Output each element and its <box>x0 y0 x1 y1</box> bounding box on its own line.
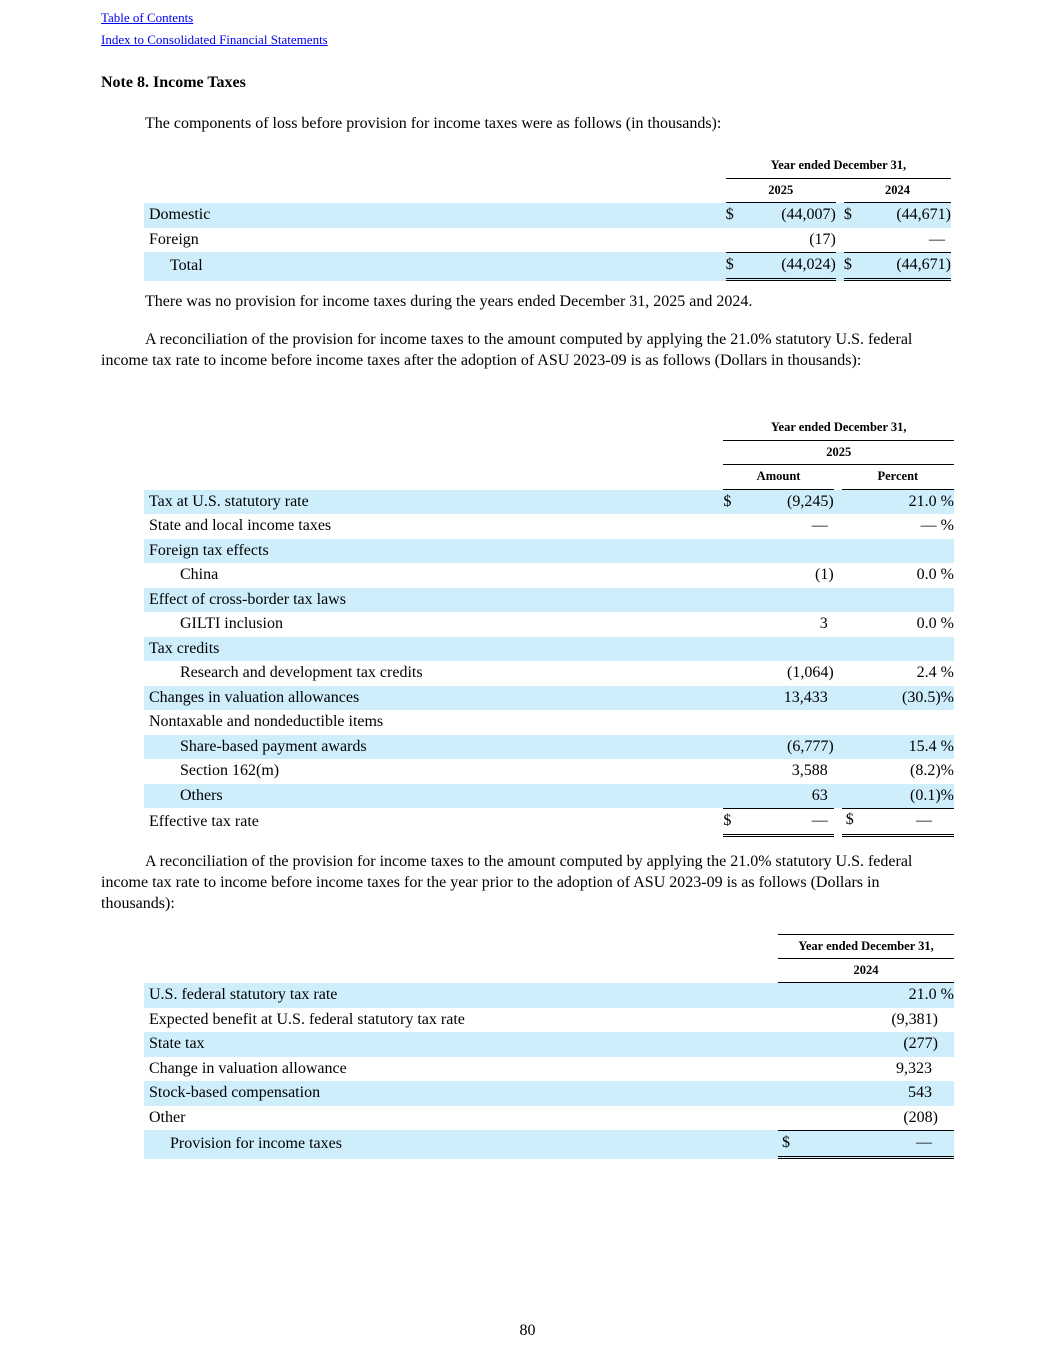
table-of-contents-link[interactable]: Table of Contents <box>101 10 194 25</box>
year-header-2024: 2024 <box>778 959 954 984</box>
table-row: Nontaxable and nondeductible items <box>149 713 384 731</box>
period-header: Year ended December 31, <box>726 154 951 179</box>
tax-reconciliation-2024-table <box>144 934 954 1159</box>
column-header-amount: Amount <box>723 465 833 490</box>
table-row: Research and development tax credits (1,064) 2.4 % <box>180 664 954 682</box>
table-row: Effect of cross-border tax laws <box>144 588 954 613</box>
table-row: Share-based payment awards (6,777) 15.4 % <box>144 735 954 760</box>
table-row-total: Total $ (44,024) $ (44,671) <box>144 252 951 281</box>
page-number: 80 <box>519 1322 536 1339</box>
table-row: China (1) 0.0 % <box>180 566 954 584</box>
table-row: State tax (277) <box>144 1032 954 1057</box>
column-header-2025: 2025 <box>726 179 836 204</box>
table-row: Expected benefit at U.S. federal statutory tax rate (9,381) <box>149 1010 938 1028</box>
tax-reconciliation-2025-table <box>144 416 954 837</box>
column-header-2024: 2024 <box>844 179 951 204</box>
reconciliation-2024-text: A reconciliation of the provision for income taxes to the amount computed by applying the 21.0% statutory U.S. federal income tax rate to income before income taxes for the year prior to the adoption of ASU 2023-09 is as follows (Dollars in thousands): <box>101 853 913 912</box>
table-row: Section 162(m) 3,588 (8.2)% <box>180 762 954 780</box>
column-header-percent: Percent <box>842 465 954 490</box>
table-row: U.S. federal statutory tax rate 21.0 % <box>144 983 954 1008</box>
period-header: Year ended December 31, <box>778 934 954 959</box>
table-row: Other (208) <box>149 1108 938 1126</box>
table-row: State and local income taxes — — % <box>149 517 954 535</box>
no-provision-text: There was no provision for income taxes during the years ended December 31, 2025 and 2024. <box>145 293 753 310</box>
note-title: Note 8. Income Taxes <box>101 74 246 91</box>
loss-intro-text: The components of loss before provision for income taxes were as follows (in thousands): <box>145 115 722 132</box>
period-header: Year ended December 31, <box>723 416 954 441</box>
table-row: Foreign tax effects <box>144 539 954 564</box>
table-row: Tax at U.S. statutory rate $ (9,245) 21.0 % <box>144 490 954 515</box>
table-row: Tax credits <box>144 637 954 662</box>
table-row: Stock-based compensation 543 <box>144 1081 954 1106</box>
index-to-financial-statements-link[interactable]: Index to Consolidated Financial Statements <box>101 32 328 47</box>
year-header-2025: 2025 <box>723 441 954 466</box>
table-row-effective-tax-rate: Effective tax rate $ — $ — <box>144 808 954 837</box>
loss-before-tax-table <box>144 154 951 281</box>
table-row: Change in valuation allowance 9,323 <box>149 1059 932 1077</box>
table-row: Domestic $ (44,007) $ (44,671) <box>144 203 951 228</box>
table-row: Foreign (17) — <box>149 230 945 248</box>
reconciliation-2025-text: A reconciliation of the provision for income taxes to the amount computed by applying the 21.0% statutory U.S. federal income tax rate to income before income taxes after the adoption of ASU 2023-09 is as follows (Dollars in thousands): <box>101 331 913 369</box>
table-row: Changes in valuation allowances 13,433 (30.5)% <box>144 686 954 711</box>
table-row: GILTI inclusion 3 0.0 % <box>180 615 954 633</box>
table-row: Others 63 (0.1)% <box>144 784 954 809</box>
table-row-provision-total: Provision for income taxes $ — <box>144 1130 954 1159</box>
